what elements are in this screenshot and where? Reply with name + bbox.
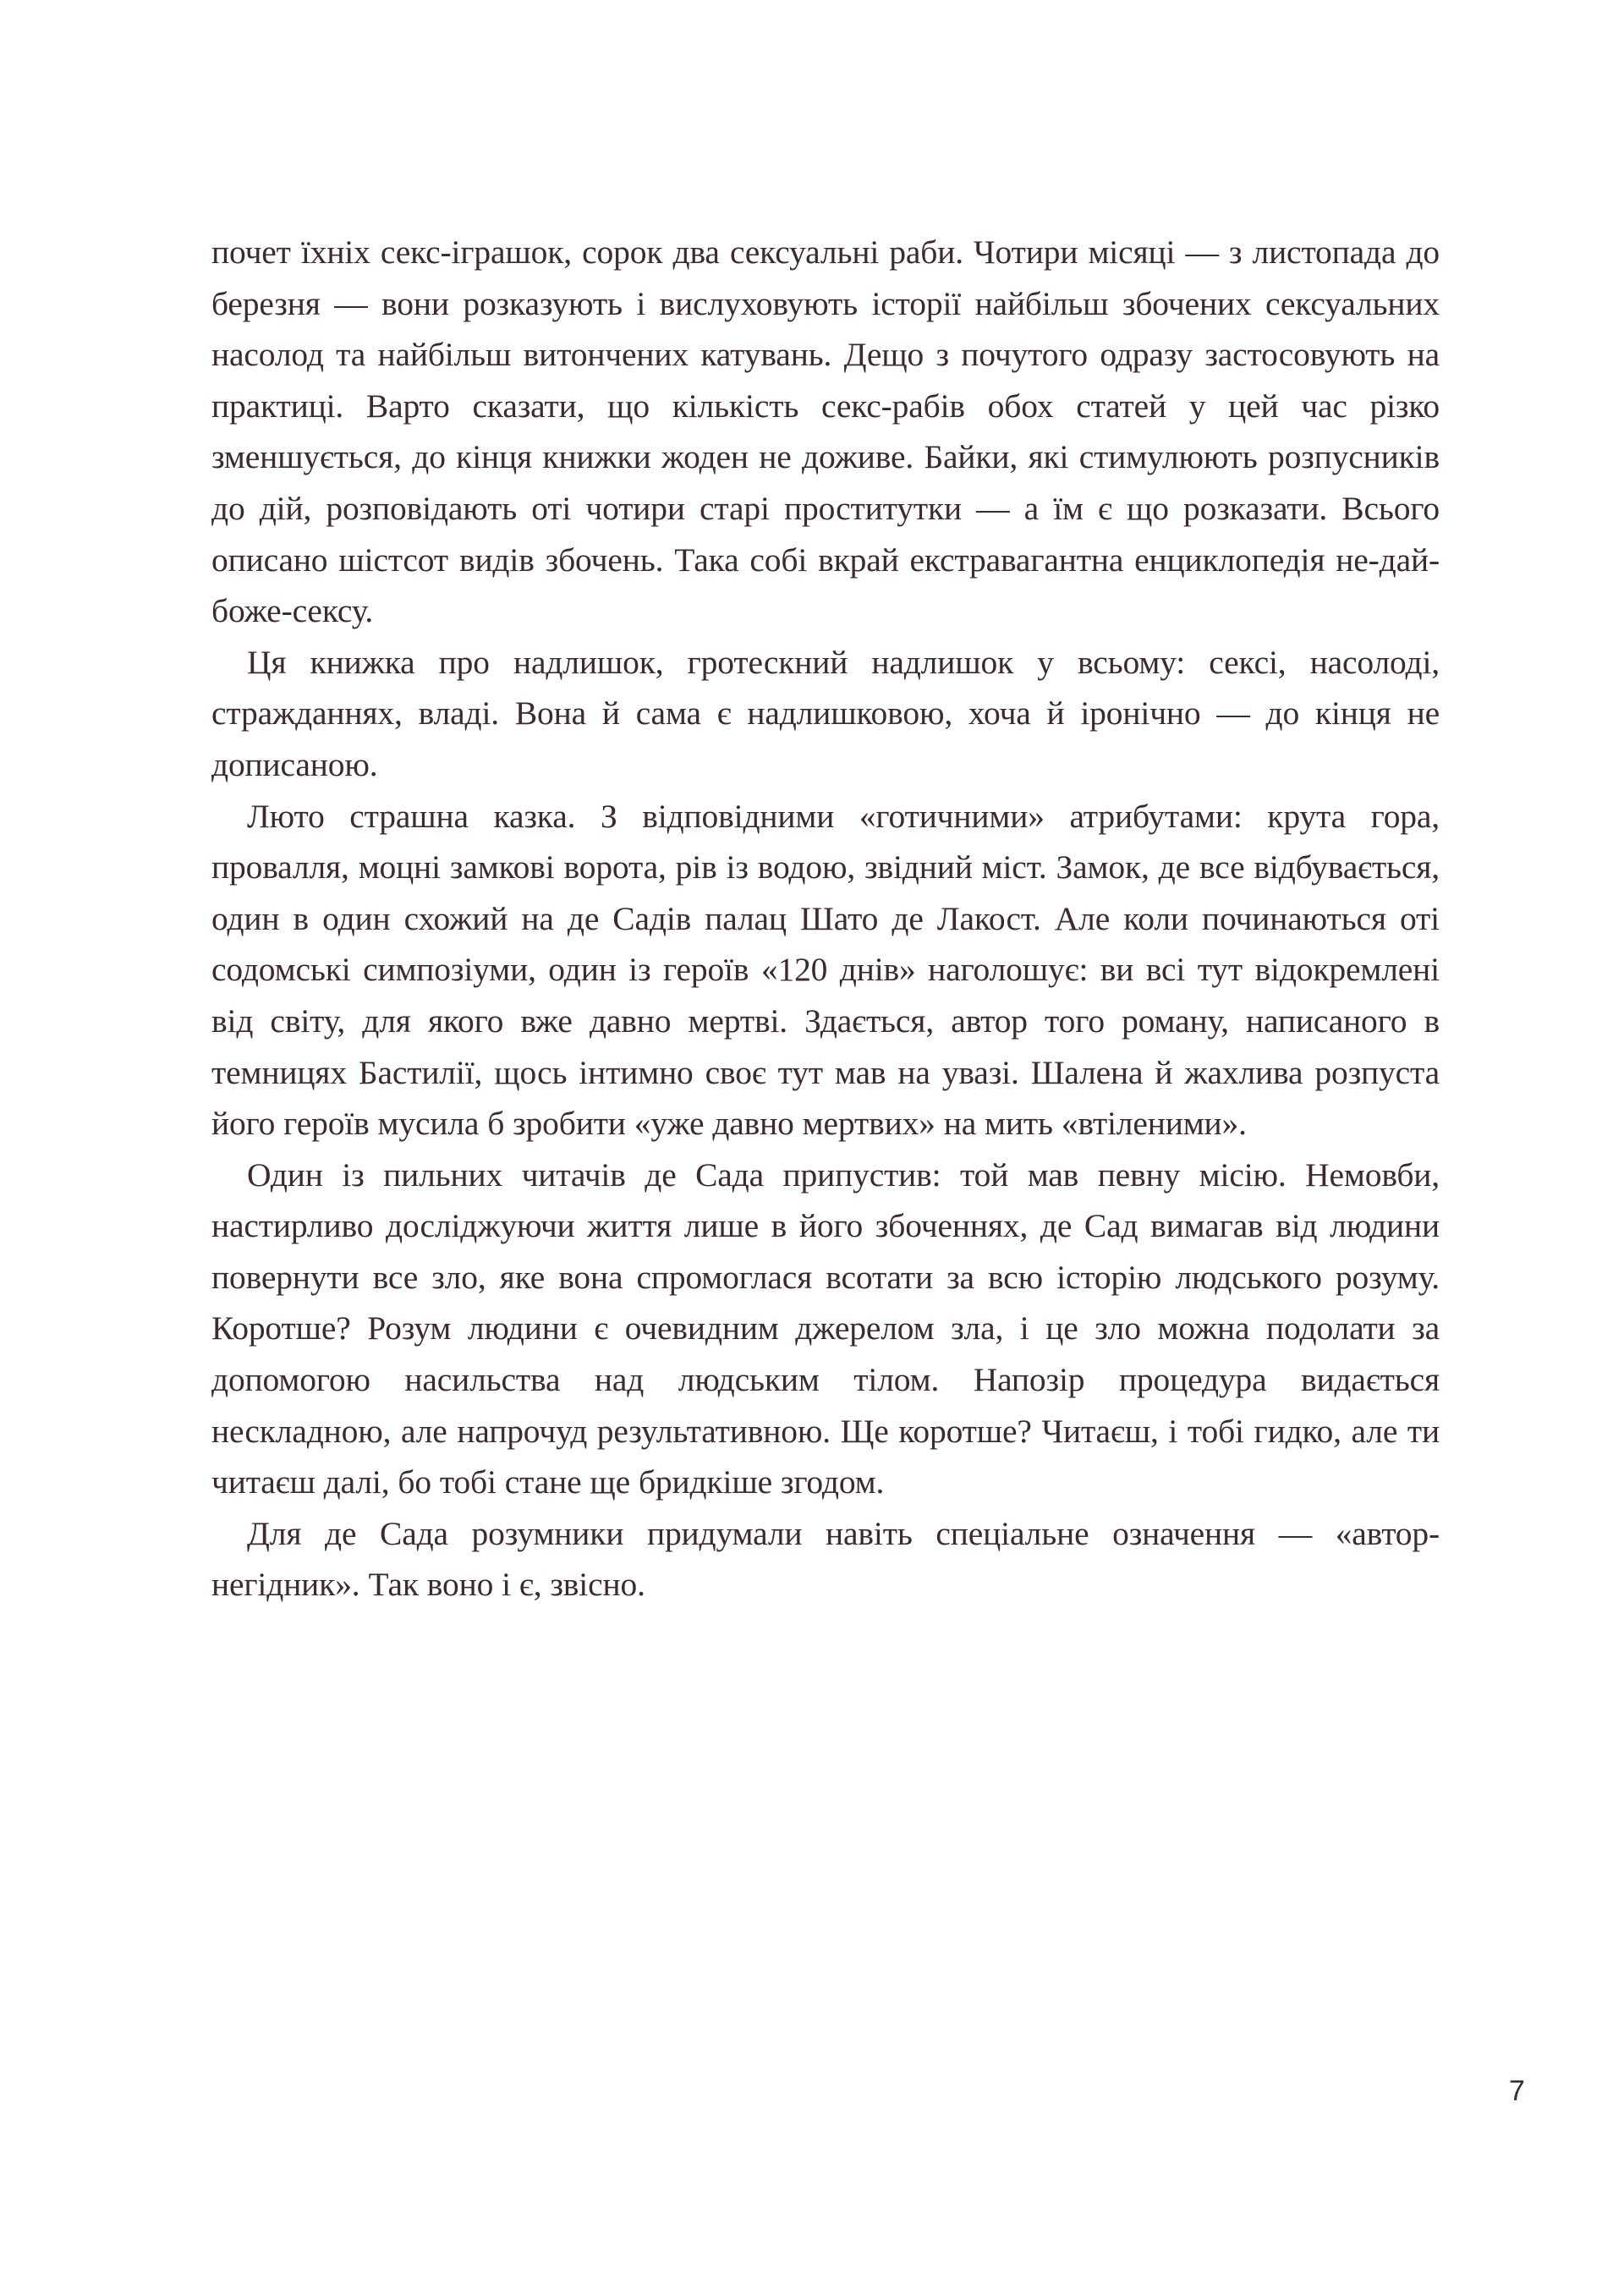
body-text-column (211, 227, 1440, 1611)
paragraph-3: Люто страшна казка. З відповідними «готичними» атрибутами: крута гора, провалля, моцні замкові ворота, рів із водою, звідний міст. Замок, де все відбувається, один в один схожий на де Садів палац Шато де Лакост. Але коли починаються оті содомські симпозіуми, один із героїв «120 днів» наголошує: ви всі тут відокремлені від світу, для якого вже давно мертві. Здається, автор того роману, написаного в темницях Бастилії, щось інтимно своє тут мав на увазі. Шалена й жахлива розпуста його героїв мусила б зробити «уже давно мертвих» на мить «втіленими». (211, 797, 1440, 1143)
page-number: 7 (1509, 2075, 1525, 2107)
paragraph-4: Один із пильних читачів де Сада припустив: той мав певну місію. Немовби, настирливо досліджуючи життя лише в його збоченнях, де Сад вимагав від людини повернути все зло, яке вона спромоглася всотати за всю історію людського розуму. Коротше? Розум людини є очевидним джерелом зла, і це зло можна подолати за допомогою насильства над людським тілом. Напозір процедура видається нескладною, але напрочуд результативною. Ще коротше? Читаєш, і тобі гидко, але ти читаєш далі, бо тобі стане ще бридкіше згодом. (211, 1155, 1440, 1501)
paragraph-1: почет їхніх секс-іграшок, сорок два сексуальні раби. Чотири місяці — з листопада до березня — вони розказують і вислуховують історії найбільш збочених сексуальних насолод та найбільш витончених катувань. Дещо з почутого одразу застосовують на практиці. Варто сказати, що кількість секс-рабів обох статей у цей час різко зменшується, до кінця книжки жоден не доживе. Байки, які стимулюють розпусників до дій, розповідають оті чотири старі проститутки — а їм є що розказати. Всього описано шістсот видів збочень. Така собі вкрай екстравагантна енциклопедія не-дай-боже-сексу. (211, 233, 1440, 630)
paragraph-2: Ця книжка про надлишок, гротескний надлишок у всьому: сексі, насолоді, стражданнях, владі. Вона й сама є надлишковою, хоча й іронічно — до кінця не дописаною. (211, 643, 1440, 783)
paragraph-5: Для де Сада розумники придумали навіть спеціальне означення — «автор-негідник». Так воно і є, звісно. (211, 1514, 1440, 1604)
